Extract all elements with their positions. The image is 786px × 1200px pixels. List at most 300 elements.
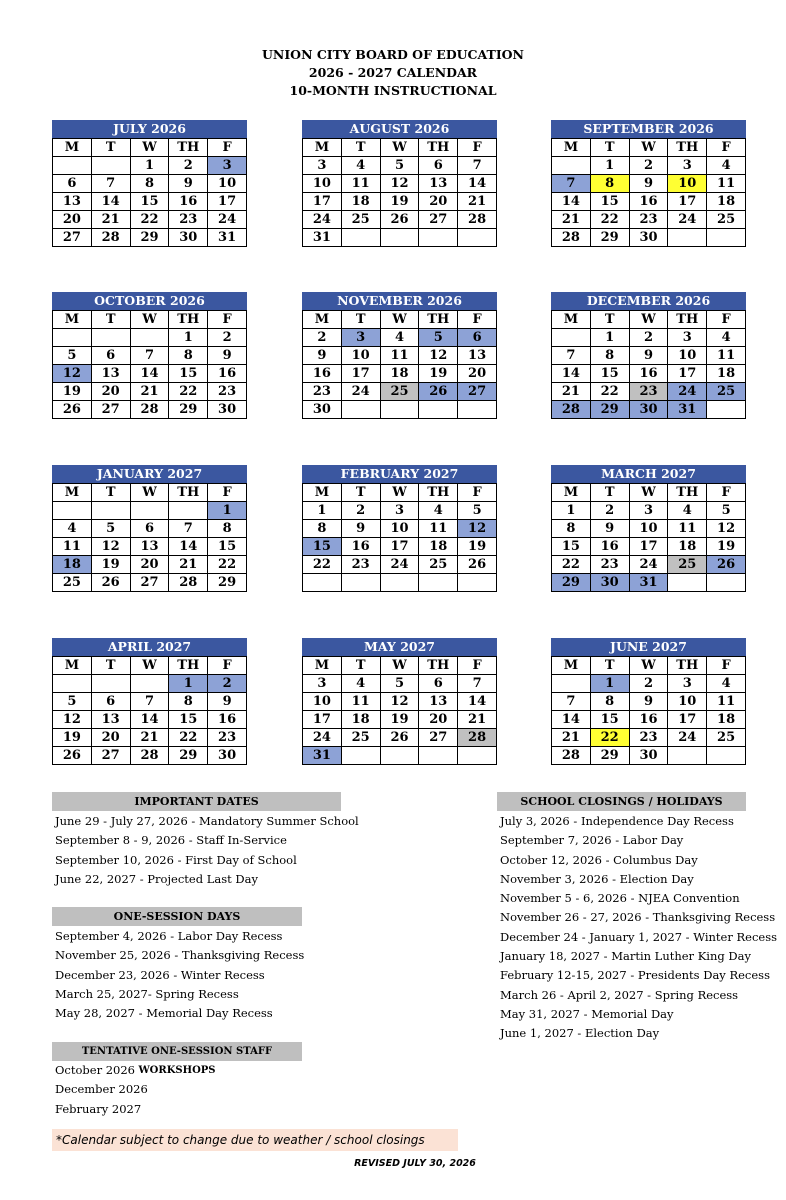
weekday-header: T <box>91 311 130 329</box>
day-cell <box>53 502 92 520</box>
day-cell: 11 <box>668 520 707 538</box>
weekday-header: F <box>707 657 746 675</box>
weekday-header: F <box>707 139 746 157</box>
day-cell: 3 <box>380 502 419 520</box>
day-cell: 1 <box>590 329 629 347</box>
day-cell: 4 <box>707 329 746 347</box>
day-cell: 27 <box>419 729 458 747</box>
day-cell: 2 <box>169 157 208 175</box>
day-cell: 13 <box>458 347 497 365</box>
day-cell <box>341 229 380 247</box>
day-cell: 26 <box>91 574 130 592</box>
day-cell: 21 <box>458 711 497 729</box>
list-item: December 2026 <box>55 1082 148 1097</box>
day-cell <box>91 329 130 347</box>
day-cell: 10 <box>303 693 342 711</box>
weekday-header: M <box>303 139 342 157</box>
day-cell: 10 <box>380 520 419 538</box>
day-cell <box>169 502 208 520</box>
weekday-header: TH <box>169 484 208 502</box>
day-cell: 27 <box>130 574 169 592</box>
weekday-header: M <box>53 657 92 675</box>
day-cell: 22 <box>303 556 342 574</box>
day-cell <box>552 157 591 175</box>
closings-heading: SCHOOL CLOSINGS / HOLIDAYS <box>497 792 746 811</box>
list-item: May 28, 2027 - Memorial Day Recess <box>55 1006 273 1021</box>
day-cell: 5 <box>91 520 130 538</box>
day-cell <box>458 229 497 247</box>
day-cell: 9 <box>208 693 247 711</box>
day-cell: 11 <box>341 175 380 193</box>
day-cell: 6 <box>53 175 92 193</box>
title-line-1: UNION CITY BOARD OF EDUCATION <box>262 47 524 62</box>
day-cell: 31 <box>629 574 668 592</box>
day-cell: 4 <box>707 675 746 693</box>
day-cell: 14 <box>130 711 169 729</box>
day-cell <box>341 574 380 592</box>
weekday-header: W <box>629 139 668 157</box>
day-cell: 14 <box>458 693 497 711</box>
day-cell: 28 <box>130 747 169 765</box>
weekday-header: F <box>208 657 247 675</box>
day-cell: 3 <box>668 329 707 347</box>
day-cell: 30 <box>303 401 342 419</box>
day-cell <box>707 574 746 592</box>
day-cell: 13 <box>419 693 458 711</box>
day-cell: 23 <box>629 211 668 229</box>
day-cell: 12 <box>707 520 746 538</box>
day-cell: 5 <box>53 693 92 711</box>
month-header: DECEMBER 2026 <box>551 292 746 310</box>
day-cell: 20 <box>419 711 458 729</box>
day-cell: 14 <box>130 365 169 383</box>
day-cell: 28 <box>130 401 169 419</box>
revised-date: REVISED JULY 30, 2026 <box>354 1158 476 1169</box>
day-cell: 23 <box>303 383 342 401</box>
weekday-header: TH <box>419 139 458 157</box>
day-cell: 18 <box>707 193 746 211</box>
day-cell: 25 <box>341 729 380 747</box>
day-cell: 8 <box>130 175 169 193</box>
day-cell: 24 <box>303 729 342 747</box>
day-cell: 12 <box>458 520 497 538</box>
day-cell: 1 <box>303 502 342 520</box>
day-cell: 18 <box>707 365 746 383</box>
day-cell: 2 <box>303 329 342 347</box>
day-cell: 14 <box>458 175 497 193</box>
day-cell: 4 <box>707 157 746 175</box>
day-cell <box>552 329 591 347</box>
day-cell: 2 <box>208 675 247 693</box>
list-item: June 29 - July 27, 2026 - Mandatory Summer School <box>55 814 359 828</box>
day-cell: 11 <box>380 347 419 365</box>
day-cell <box>552 675 591 693</box>
day-cell: 1 <box>590 675 629 693</box>
day-cell: 1 <box>552 502 591 520</box>
day-cell: 21 <box>552 383 591 401</box>
day-cell: 22 <box>208 556 247 574</box>
day-cell: 17 <box>208 193 247 211</box>
month-header: MARCH 2027 <box>551 465 746 483</box>
day-cell: 29 <box>208 574 247 592</box>
day-cell: 9 <box>629 175 668 193</box>
day-cell: 22 <box>590 383 629 401</box>
day-cell: 17 <box>303 193 342 211</box>
day-cell: 5 <box>53 347 92 365</box>
month-calendar <box>52 120 247 247</box>
title-line-2: 2026 - 2027 CALENDAR <box>308 65 478 80</box>
day-cell: 8 <box>169 693 208 711</box>
day-cell: 3 <box>208 157 247 175</box>
day-cell: 16 <box>208 711 247 729</box>
day-cell: 16 <box>303 365 342 383</box>
day-cell: 6 <box>458 329 497 347</box>
day-cell: 7 <box>458 157 497 175</box>
day-cell <box>303 574 342 592</box>
day-cell: 15 <box>169 711 208 729</box>
day-cell: 22 <box>590 211 629 229</box>
day-cell: 5 <box>707 502 746 520</box>
day-cell: 19 <box>419 365 458 383</box>
day-cell: 9 <box>208 347 247 365</box>
list-item: May 31, 2027 - Memorial Day <box>500 1006 674 1021</box>
day-cell: 13 <box>419 175 458 193</box>
weekday-header: T <box>590 139 629 157</box>
day-cell: 11 <box>707 175 746 193</box>
day-cell: 27 <box>53 229 92 247</box>
day-cell: 21 <box>458 193 497 211</box>
weekday-header: W <box>380 311 419 329</box>
day-cell: 30 <box>629 747 668 765</box>
day-cell: 17 <box>668 711 707 729</box>
list-item: September 4, 2026 - Labor Day Recess <box>55 929 283 943</box>
list-item: June 22, 2027 - Projected Last Day <box>55 871 258 886</box>
month-calendar <box>302 292 497 419</box>
day-cell <box>380 229 419 247</box>
day-cell: 17 <box>380 538 419 556</box>
month-calendar <box>302 120 497 247</box>
day-cell: 29 <box>590 229 629 247</box>
weekday-header: F <box>208 484 247 502</box>
day-cell: 2 <box>629 675 668 693</box>
day-cell: 24 <box>629 556 668 574</box>
day-cell: 22 <box>130 211 169 229</box>
day-cell: 27 <box>91 747 130 765</box>
day-cell <box>707 401 746 419</box>
day-cell: 15 <box>590 193 629 211</box>
day-cell: 30 <box>629 229 668 247</box>
weekday-header: F <box>458 139 497 157</box>
day-cell: 25 <box>341 211 380 229</box>
day-cell: 6 <box>419 675 458 693</box>
month-calendar <box>52 465 247 592</box>
day-cell: 8 <box>590 175 629 193</box>
day-cell: 6 <box>130 520 169 538</box>
day-cell: 25 <box>668 556 707 574</box>
day-cell: 27 <box>458 383 497 401</box>
title-line-3: 10-MONTH INSTRUCTIONAL <box>289 83 497 98</box>
day-cell: 10 <box>668 347 707 365</box>
day-cell: 10 <box>303 175 342 193</box>
day-cell <box>130 329 169 347</box>
day-cell: 29 <box>169 401 208 419</box>
day-cell: 2 <box>590 502 629 520</box>
day-cell: 31 <box>303 747 342 765</box>
day-cell: 19 <box>53 383 92 401</box>
day-cell: 1 <box>130 157 169 175</box>
weekday-header: T <box>590 484 629 502</box>
day-cell: 28 <box>552 229 591 247</box>
day-cell: 10 <box>208 175 247 193</box>
month-header: JUNE 2027 <box>551 638 746 656</box>
weekday-header: M <box>303 657 342 675</box>
day-cell: 17 <box>668 193 707 211</box>
day-cell: 14 <box>552 711 591 729</box>
day-cell: 14 <box>169 538 208 556</box>
day-cell: 9 <box>303 347 342 365</box>
day-cell: 28 <box>91 229 130 247</box>
month-calendar <box>302 465 497 592</box>
weekday-header: M <box>552 311 591 329</box>
day-cell: 18 <box>341 711 380 729</box>
day-cell: 16 <box>341 538 380 556</box>
weekday-header: F <box>208 139 247 157</box>
day-cell: 20 <box>91 729 130 747</box>
day-cell <box>380 574 419 592</box>
day-cell: 21 <box>552 211 591 229</box>
weekday-header: W <box>130 311 169 329</box>
day-cell: 20 <box>91 383 130 401</box>
day-cell: 8 <box>303 520 342 538</box>
day-cell: 1 <box>169 675 208 693</box>
day-cell: 3 <box>303 675 342 693</box>
day-cell: 11 <box>707 693 746 711</box>
weekday-header: F <box>208 311 247 329</box>
day-cell: 24 <box>303 211 342 229</box>
day-cell: 31 <box>208 229 247 247</box>
weekday-header: T <box>91 139 130 157</box>
day-cell: 19 <box>707 538 746 556</box>
day-cell: 28 <box>552 401 591 419</box>
important-dates-heading: IMPORTANT DATES <box>52 792 341 811</box>
day-cell: 30 <box>208 747 247 765</box>
day-cell: 14 <box>552 193 591 211</box>
day-cell: 19 <box>458 538 497 556</box>
day-cell: 1 <box>208 502 247 520</box>
day-cell: 22 <box>590 729 629 747</box>
day-cell: 7 <box>552 175 591 193</box>
day-cell: 14 <box>91 193 130 211</box>
day-cell: 7 <box>130 347 169 365</box>
day-cell: 19 <box>53 729 92 747</box>
day-cell: 9 <box>341 520 380 538</box>
day-cell: 18 <box>707 711 746 729</box>
day-cell <box>53 329 92 347</box>
day-cell: 4 <box>341 675 380 693</box>
day-cell: 3 <box>668 157 707 175</box>
list-item: November 26 - 27, 2026 - Thanksgiving Recess <box>500 910 776 925</box>
weekday-header: W <box>130 484 169 502</box>
day-cell: 11 <box>419 520 458 538</box>
day-cell: 21 <box>130 383 169 401</box>
day-cell: 30 <box>208 401 247 419</box>
list-item: October 2026 <box>55 1063 136 1077</box>
day-cell: 26 <box>419 383 458 401</box>
day-cell: 11 <box>53 538 92 556</box>
weekday-header: M <box>552 484 591 502</box>
day-cell: 24 <box>341 383 380 401</box>
day-cell: 2 <box>208 329 247 347</box>
day-cell: 24 <box>208 211 247 229</box>
list-item: November 3, 2026 - Election Day <box>500 871 694 886</box>
day-cell: 10 <box>629 520 668 538</box>
day-cell: 22 <box>169 383 208 401</box>
day-cell: 18 <box>380 365 419 383</box>
weekday-header: F <box>458 484 497 502</box>
day-cell <box>419 574 458 592</box>
day-cell: 15 <box>303 538 342 556</box>
weekday-header: F <box>707 484 746 502</box>
day-cell: 24 <box>380 556 419 574</box>
day-cell: 23 <box>629 383 668 401</box>
weekday-header: W <box>380 139 419 157</box>
day-cell: 21 <box>91 211 130 229</box>
weekday-header: W <box>130 139 169 157</box>
one-session-list <box>55 927 304 1023</box>
month-header: SEPTEMBER 2026 <box>551 120 746 138</box>
day-cell: 3 <box>341 329 380 347</box>
day-cell: 7 <box>458 675 497 693</box>
day-cell: 24 <box>668 383 707 401</box>
day-cell: 25 <box>707 729 746 747</box>
day-cell: 15 <box>590 711 629 729</box>
day-cell <box>341 747 380 765</box>
day-cell: 18 <box>419 538 458 556</box>
day-cell: 12 <box>53 711 92 729</box>
day-cell: 25 <box>53 574 92 592</box>
day-cell: 29 <box>130 229 169 247</box>
weekday-header: T <box>590 657 629 675</box>
disclaimer-note: *Calendar subject to change due to weather / school closings <box>52 1129 458 1151</box>
day-cell <box>130 675 169 693</box>
weekday-header: T <box>341 139 380 157</box>
day-cell: 7 <box>91 175 130 193</box>
day-cell: 7 <box>169 520 208 538</box>
weekday-header: M <box>53 139 92 157</box>
day-cell: 26 <box>380 211 419 229</box>
day-cell: 4 <box>341 157 380 175</box>
day-cell: 23 <box>590 556 629 574</box>
day-cell <box>91 502 130 520</box>
day-cell: 23 <box>208 383 247 401</box>
day-cell: 23 <box>629 729 668 747</box>
weekday-header: M <box>552 139 591 157</box>
day-cell: 9 <box>169 175 208 193</box>
day-cell: 26 <box>53 747 92 765</box>
day-cell: 1 <box>169 329 208 347</box>
day-cell: 20 <box>458 365 497 383</box>
day-cell: 15 <box>552 538 591 556</box>
weekday-header: T <box>91 484 130 502</box>
day-cell: 7 <box>552 693 591 711</box>
month-calendar <box>52 292 247 419</box>
list-item: September 10, 2026 - First Day of School <box>55 852 297 867</box>
list-item: September 7, 2026 - Labor Day <box>500 833 684 848</box>
day-cell: 30 <box>590 574 629 592</box>
day-cell <box>707 229 746 247</box>
weekday-header: T <box>91 657 130 675</box>
weekday-header: TH <box>169 311 208 329</box>
day-cell: 24 <box>668 211 707 229</box>
day-cell: 18 <box>341 193 380 211</box>
day-cell: 12 <box>419 347 458 365</box>
month-calendar <box>551 120 746 247</box>
month-header: FEBRUARY 2027 <box>302 465 497 483</box>
day-cell: 5 <box>380 675 419 693</box>
workshops-heading: TENTATIVE ONE-SESSION STAFF WORKSHOPS <box>52 1042 302 1061</box>
day-cell <box>380 401 419 419</box>
day-cell: 20 <box>53 211 92 229</box>
day-cell: 17 <box>668 365 707 383</box>
day-cell: 2 <box>629 329 668 347</box>
list-item: June 1, 2027 - Election Day <box>500 1026 660 1041</box>
day-cell: 17 <box>629 538 668 556</box>
month-calendar <box>551 465 746 592</box>
day-cell: 16 <box>629 365 668 383</box>
weekday-header: TH <box>419 484 458 502</box>
day-cell: 25 <box>707 211 746 229</box>
day-cell <box>53 157 92 175</box>
day-cell: 8 <box>590 693 629 711</box>
weekday-header: T <box>341 311 380 329</box>
day-cell: 4 <box>53 520 92 538</box>
day-cell: 10 <box>668 693 707 711</box>
weekday-header: TH <box>668 657 707 675</box>
one-session-heading: ONE-SESSION DAYS <box>52 907 302 926</box>
day-cell: 8 <box>552 520 591 538</box>
day-cell: 7 <box>552 347 591 365</box>
day-cell <box>668 229 707 247</box>
day-cell: 22 <box>169 729 208 747</box>
day-cell: 19 <box>91 556 130 574</box>
day-cell: 25 <box>380 383 419 401</box>
day-cell: 25 <box>707 383 746 401</box>
day-cell <box>458 401 497 419</box>
weekday-header: T <box>341 484 380 502</box>
month-calendar <box>52 638 247 765</box>
day-cell <box>341 401 380 419</box>
day-cell: 16 <box>629 711 668 729</box>
day-cell: 24 <box>668 729 707 747</box>
day-cell: 5 <box>458 502 497 520</box>
weekday-header: TH <box>668 139 707 157</box>
day-cell: 6 <box>419 157 458 175</box>
day-cell: 14 <box>552 365 591 383</box>
day-cell: 9 <box>629 693 668 711</box>
day-cell: 28 <box>552 747 591 765</box>
day-cell: 27 <box>91 401 130 419</box>
weekday-header: T <box>590 311 629 329</box>
month-header: OCTOBER 2026 <box>52 292 247 310</box>
day-cell: 7 <box>130 693 169 711</box>
day-cell: 2 <box>341 502 380 520</box>
day-cell: 16 <box>629 193 668 211</box>
weekday-header: W <box>380 657 419 675</box>
day-cell: 13 <box>130 538 169 556</box>
day-cell: 4 <box>419 502 458 520</box>
day-cell: 31 <box>303 229 342 247</box>
list-item: February 2027 <box>55 1101 142 1116</box>
